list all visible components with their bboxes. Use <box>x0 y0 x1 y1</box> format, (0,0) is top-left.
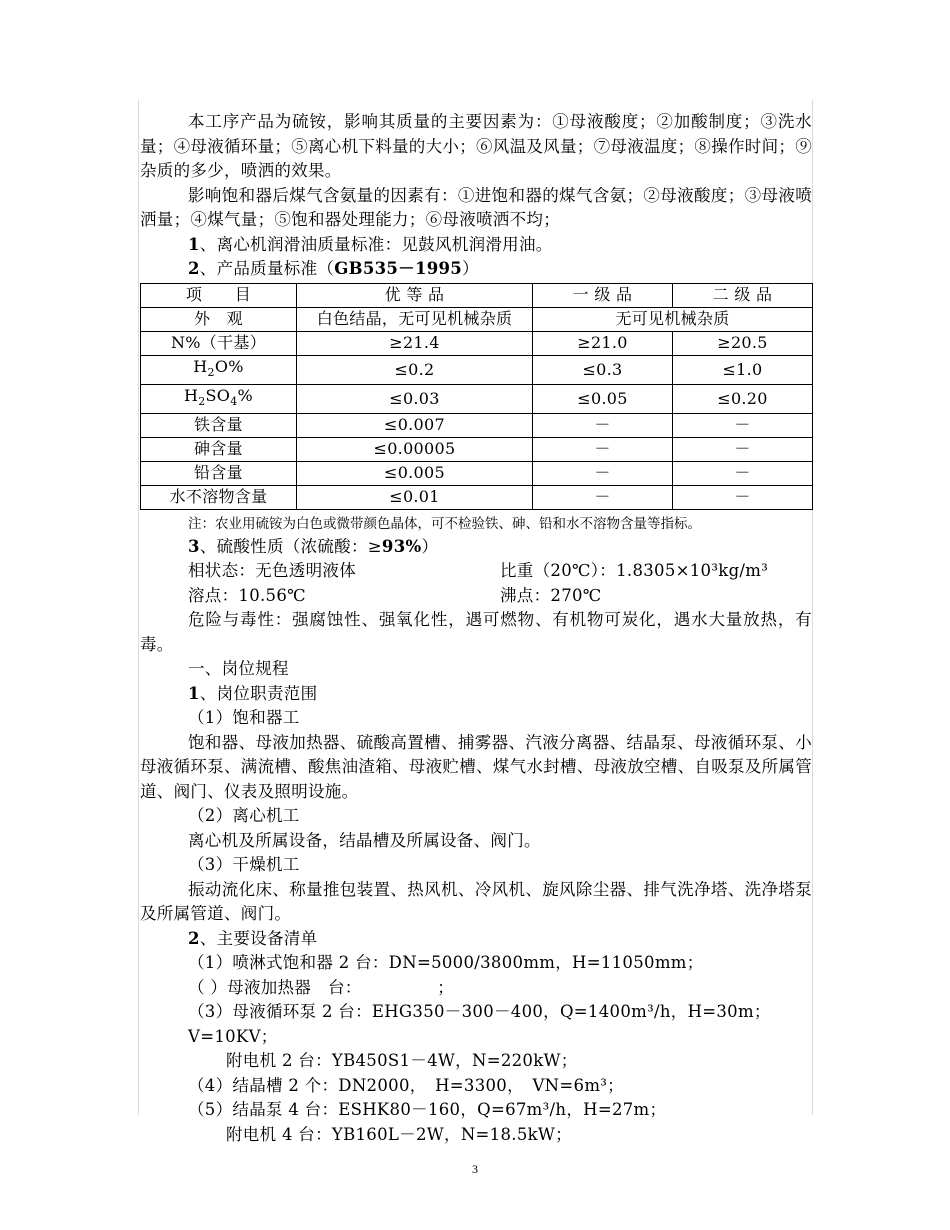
table-header: 二 级 品 <box>673 283 813 307</box>
table-cell: ≤0.2 <box>297 355 533 384</box>
table-cell: ≤0.20 <box>673 384 813 413</box>
equipment-title: 2、主要设备清单 <box>188 928 318 948</box>
page-number: 3 <box>472 1162 478 1176</box>
table-note: 注：农业用硫铵为白色或微带颜色晶体，可不检验铁、砷、铅和水不溶物含量等指标。 <box>188 515 701 532</box>
table-row <box>141 485 813 509</box>
table-cell: 外 观 <box>141 307 297 331</box>
equipment-item: 附电机 2 台：YB450S1－4W，N=220kW； <box>226 1051 578 1071</box>
dryer-text: 振动流化床、称量推包装置、热风机、冷风机、旋风除尘器、排气洗净塔、洗净塔泵及所属管道、阀门。 <box>140 879 812 924</box>
equipment-item: （1）喷淋式饱和器 2 台：DN=5000/3800mm，H=11050mm； <box>188 953 704 973</box>
table-row <box>141 355 813 384</box>
table-cell: ≤1.0 <box>673 355 813 384</box>
table-cell: － <box>533 413 673 437</box>
table-cell: － <box>673 461 813 485</box>
table-cell: ≤0.05 <box>533 384 673 413</box>
table-cell: ≤0.03 <box>297 384 533 413</box>
table-cell: ≤0.007 <box>297 413 533 437</box>
equipment-item: （3）母液循环泵 2 台：EHG350－300－400，Q=1400m³/h，H=30m；V=10KV； <box>188 1002 771 1046</box>
intro-paragraph: 本工序产品为硫铵，影响其质量的主要因素为：①母液酸度；②加酸制度；③洗水量；④母液循环量；⑤离心机下料量的大小；⑥风温及风量；⑦母液温度；⑧操作时间；⑨杂质的多少，喷洒的效果。 <box>140 112 812 180</box>
table-header: 一 级 品 <box>533 283 673 307</box>
acid-points-row <box>140 584 812 609</box>
dryer-title: （3）干燥机工 <box>188 855 300 875</box>
centrifuge-title: （2）离心机工 <box>188 806 300 826</box>
table-row <box>141 413 813 437</box>
saturator-title: （1）饱和器工 <box>188 708 300 728</box>
section-3-title: 3、硫酸性质（浓硫酸：≥93%） <box>188 536 439 556</box>
section-2-title: 2、产品质量标准（GB535－1995） <box>188 259 479 278</box>
table-cell: 砷含量 <box>141 437 297 461</box>
rules-heading: 一、岗位规程 <box>188 659 289 679</box>
scope-title: 1、岗位职责范围 <box>188 683 318 703</box>
table-row <box>141 307 813 331</box>
table-row <box>141 461 813 485</box>
page-content <box>140 110 812 1147</box>
table-cell: 白色结晶，无可见机械杂质 <box>297 307 533 331</box>
table-cell: ≤0.3 <box>533 355 673 384</box>
table-cell: － <box>673 437 813 461</box>
saturator-text: 饱和器、母液加热器、硫酸高置槽、捕雾器、汽液分离器、结晶泵、母液循环泵、小母液循环泵、满流槽、酸焦油渣箱、母液贮槽、煤气水封槽、母液放空槽、自吸泵及所属管道、阀门、仪表及照明设施。 <box>140 732 812 801</box>
table-cell: 水不溶物含量 <box>141 485 297 509</box>
table-cell: 铁含量 <box>141 413 297 437</box>
acid-gravity: 比重（20℃）：1.8305×10³kg/m³ <box>500 561 769 581</box>
table-cell: 铅含量 <box>141 461 297 485</box>
quality-standard-table <box>140 283 813 510</box>
acid-boiling-point: 沸点：270℃ <box>500 585 602 605</box>
factors-paragraph: 影响饱和器后煤气含氨量的因素有：①进饱和器的煤气含氨；②母液酸度；③母液喷洒量；④煤气量；⑤饱和器处理能力；⑥母液喷洒不均； <box>140 185 812 229</box>
table-row <box>141 437 813 461</box>
equipment-item: （ ）母液加热器 台： ； <box>188 977 455 997</box>
table-cell: ≤0.005 <box>297 461 533 485</box>
table-cell: ≤0.01 <box>297 485 533 509</box>
table-cell: ≥20.5 <box>673 331 813 355</box>
left-margin-line <box>138 100 139 1115</box>
centrifuge-text: 离心机及所属设备，结晶槽及所属设备、阀门。 <box>188 830 541 850</box>
table-header-row <box>141 283 813 307</box>
table-cell: － <box>533 485 673 509</box>
table-cell: N%（干基） <box>141 331 297 355</box>
acid-properties-row <box>140 559 812 584</box>
right-margin-line <box>812 100 813 1115</box>
equipment-item: 附电机 4 台：YB160L－2W，N=18.5kW； <box>226 1124 572 1144</box>
table-cell: － <box>673 485 813 509</box>
table-cell: ≤0.00005 <box>297 437 533 461</box>
table-cell: $H_2SO_4\%$ <box>141 384 297 413</box>
equipment-item: （5）结晶泵 4 台：ESHK80－160，Q=67m³/h，H=27m； <box>188 1100 667 1120</box>
table-cell: － <box>673 413 813 437</box>
table-row <box>141 331 813 355</box>
table-row <box>141 384 813 413</box>
acid-melting-point: 溶点：10.56℃ <box>188 585 306 605</box>
table-cell: － <box>533 461 673 485</box>
acid-hazard: 危险与毒性：强腐蚀性、强氧化性，遇可燃物、有机物可炭化，遇水大量放热，有毒。 <box>140 610 812 654</box>
table-header: 优 等 品 <box>297 283 533 307</box>
section-1-title: 1、离心机润滑油质量标准：见鼓风机润滑用油。 <box>188 234 553 254</box>
table-cell: ≥21.4 <box>297 331 533 355</box>
table-cell: 无可见机械杂质 <box>533 307 813 331</box>
equipment-item: （4）结晶槽 2 个：DN2000， H=3300， VN=6m³； <box>188 1075 624 1095</box>
acid-state: 相状态：无色透明液体 <box>188 561 356 581</box>
table-cell: － <box>533 437 673 461</box>
table-header: 项 目 <box>141 283 297 307</box>
table-cell: $H_2O\%$ <box>141 355 297 384</box>
table-cell: ≥21.0 <box>533 331 673 355</box>
